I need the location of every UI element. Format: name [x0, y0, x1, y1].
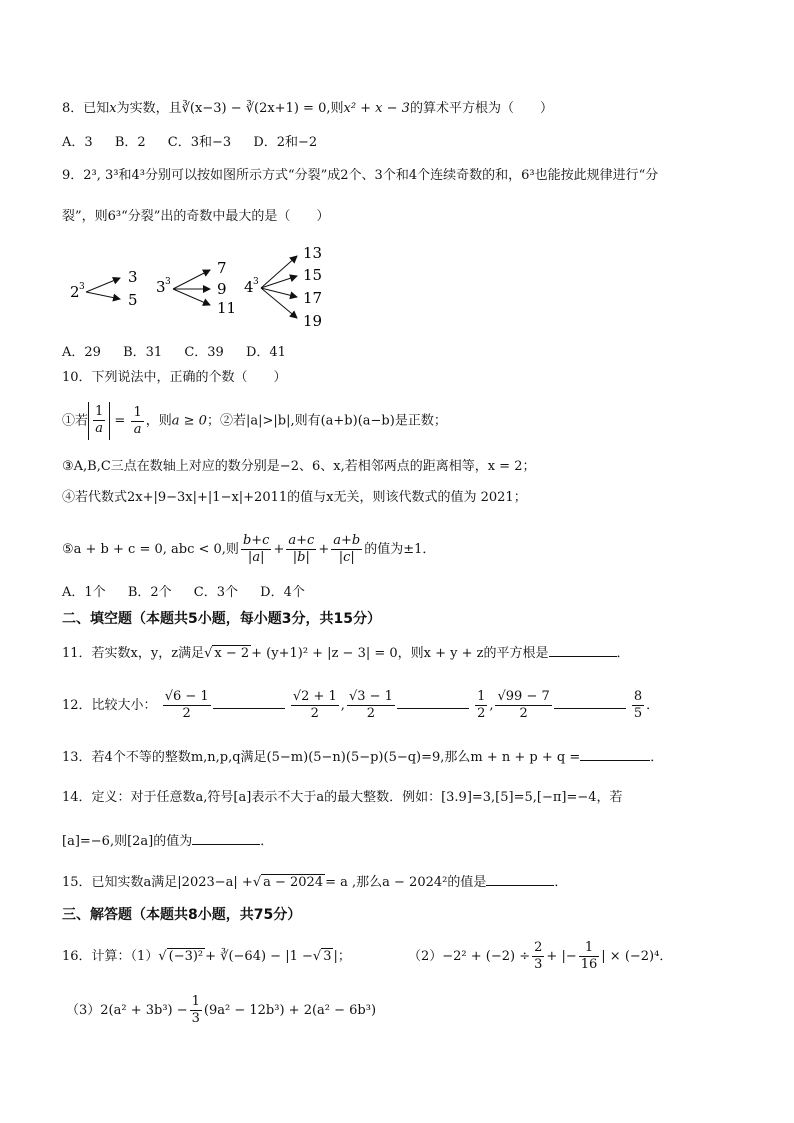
question-10-statement-1: ①若 $\frac{1}{a}$ = $\frac{1}{a}$ ，则a ≥ 0；②若|a|>|b|,则有(a+b)(a−b)是正数； [62, 402, 447, 441]
question-10-statement-4: ④若代数式2x+|9−3x|+|1−x|+2011的值与x无关，则该代数式的值为 2021； [62, 490, 527, 505]
odd-19: 19 [303, 312, 323, 330]
exp-2: 3 [79, 282, 85, 292]
option-b[interactable]: B．31 [123, 345, 163, 360]
odd-5: 5 [128, 291, 138, 309]
question-13: 13．若4个不等的整数m,n,p,q满足(5−m)(5−n)(5−p)(5−q)=9,那么m + n + p + q = ． [62, 750, 664, 765]
question-9-line1: 9．2³, 3³和4³分别可以按如图所示方式“分裂”成2个、3个和4个连续奇数的和，6³也能按此规律进行“分 [62, 168, 659, 183]
question-9-options [62, 344, 304, 362]
answer-blank[interactable] [192, 832, 260, 845]
base-2: 2 [70, 283, 80, 301]
odd-15: 15 [303, 266, 323, 284]
question-16-part-3: （3）2(a² + 3b³) − $\frac{1}{3}$ (9a² − 12b³) + 2(a² − 6b³) [66, 994, 377, 1026]
odd-3: 3 [128, 268, 138, 286]
option-d[interactable]: D．41 [245, 345, 286, 360]
exp-4: 3 [253, 277, 259, 287]
answer-blank[interactable] [549, 644, 617, 657]
section-2-heading: 二、填空题（本题共5小题，每小题3分，共15分） [62, 611, 381, 627]
question-10-statement-3: ③A,B,C三点在数轴上对应的数分别是−2、6、x,若相邻两点的距离相等，x = 2； [62, 459, 536, 474]
question-10-statement-5: ⑤a + b + c = 0, abc < 0,则 $\frac{b+c}{|a|}$ + $\frac{a+c}{|b|}$ + $\frac{a+b}{|c|}$ 的值为±1． [62, 533, 436, 565]
section-3-heading: 三、解答题（本题共8小题，共75分） [62, 907, 302, 923]
question-16-part-1: 16．计算：（1）√ (−3)² + ∛(−64) − |1 −√ 3 |； [62, 949, 351, 964]
odd-7: 7 [217, 259, 227, 277]
question-14-line1: 14．定义：对于任意数a,符号[a]表示不大于a的最大整数．例如：[3.9]=3,[5]=5,[−π]=−4，若 [62, 790, 623, 805]
odd-17: 17 [303, 289, 323, 307]
answer-blank-3[interactable] [554, 696, 626, 709]
question-9-line2: 裂”，则6³“分裂”出的奇数中最大的是（ ） [62, 209, 330, 224]
option-a[interactable]: A．1个 [62, 585, 106, 600]
answer-blank-1[interactable] [213, 696, 285, 709]
option-b[interactable]: B．2 [114, 135, 146, 150]
answer-blank[interactable] [580, 748, 650, 761]
question-10-options [62, 584, 323, 602]
question-8-stem: 8．已知x为实数，且∛(x−3) − ∛(2x+1) = 0,则x² + x − 3的算术平方根为（ ） [62, 101, 553, 116]
question-12: 12．比较大小： $\frac{√6 - 1}{2}$ $\frac{√2 + 1}{2}$ , $\frac{√3 - 1}{2}$ $\frac{1}{2}$ , $\frac{√99 - 7}{2}$ $\frac{8}{5}$ ． [62, 689, 660, 721]
question-8-options [62, 134, 335, 152]
option-a[interactable]: A．3 [62, 135, 93, 150]
answer-blank-2[interactable] [397, 696, 469, 709]
odd-13: 13 [303, 244, 323, 262]
question-10-stem: 10．下列说法中，正确的个数（ ） [62, 370, 287, 385]
base-4: 4 [244, 278, 254, 296]
exp-3: 3 [165, 277, 171, 287]
option-c[interactable]: C．3和−3 [167, 135, 232, 150]
question-16-part-2: （2）−2² + (−2) ÷ $\frac{2}{3}$ + |− $\frac{1}{16}$ | × (−2)⁴． [408, 940, 673, 972]
option-c[interactable]: C．3个 [193, 585, 238, 600]
option-c[interactable]: C．39 [184, 345, 224, 360]
odd-9: 9 [217, 280, 227, 298]
odd-split-figure [62, 240, 342, 332]
question-11: 11．若实数x，y，z满足√ x − 2 + (y+1)² + |z − 3| = 0，则x + y + z的平方根是 ． [62, 646, 630, 661]
answer-blank[interactable] [486, 873, 554, 886]
question-14-line2: [a]=−6,则[2a]的值为 ． [62, 834, 274, 849]
option-d[interactable]: D．4个 [260, 585, 305, 600]
question-15: 15．已知实数a满足|2023−a| +√ a − 2024 = a ,那么a − 2024²的值是 ． [62, 875, 568, 890]
odd-11: 11 [217, 299, 237, 317]
base-3: 3 [156, 278, 166, 296]
equation: ∛(x−3) − ∛(2x+1) = 0 [181, 101, 327, 116]
option-a[interactable]: A．29 [62, 345, 101, 360]
option-d[interactable]: D．2和−2 [253, 135, 318, 150]
option-b[interactable]: B．2个 [127, 585, 172, 600]
